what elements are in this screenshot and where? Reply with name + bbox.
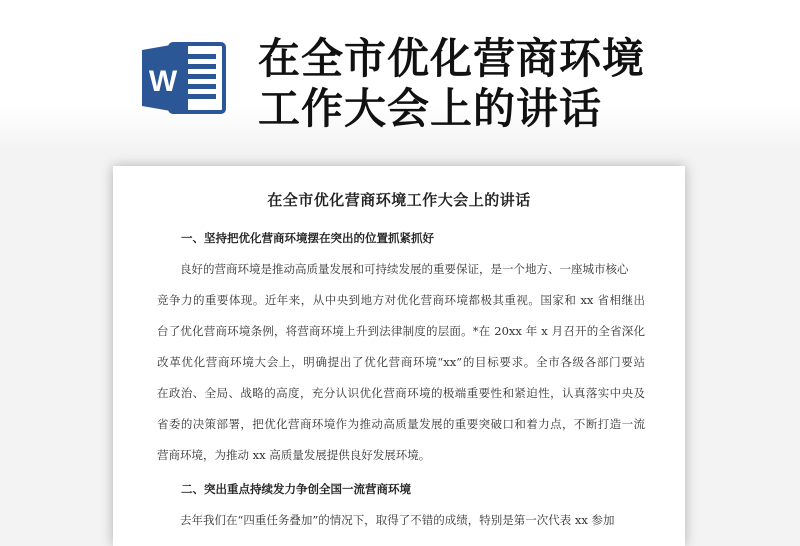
paragraph-line: 台了优化营商环境条例，将营商环境上升到法律制度的层面。*在 20xx 年 x 月召开的全省深化: [157, 324, 645, 338]
paragraph-line: 竞争力的重要体现。近年来，从中央到地方对优化营商环境都极其重视。国家和 xx 省相继出: [157, 293, 645, 307]
banner-title-line: 在全市优化营商环境: [258, 34, 646, 83]
paragraph-line: 良好的营商环境是推动高质量发展和可持续发展的重要保证，是一个地方、一座城市核心: [180, 262, 629, 276]
paragraph-line: 省委的决策部署，把优化营商环境作为推动高质量发展的重要突破口和着力点，不断打造一流: [157, 417, 645, 431]
document-page-preview: [113, 166, 685, 546]
paragraph-line: 改革优化营商环境大会上，明确提出了优化营商环境“xx”的目标要求。全市各级各部门要站: [157, 355, 645, 369]
word-icon-letter: W: [148, 65, 178, 98]
section-heading-1: 一、坚持把优化营商环境摆在突出的位置抓紧抓好: [181, 231, 434, 245]
paragraph-line: 去年我们在“四重任务叠加”的情况下，取得了不错的成绩，特别是第一次代表 xx 参加: [180, 513, 615, 527]
banner-header: [0, 0, 800, 150]
banner-title: [258, 34, 778, 134]
word-icon: [142, 40, 226, 116]
section-heading-2: 二、突出重点持续发力争创全国一流营商环境: [181, 482, 411, 496]
document-title: 在全市优化营商环境工作大会上的讲话: [267, 191, 531, 209]
paragraph-line: 营商环境，为推动 xx 高质量发展提供良好发展环境。: [157, 448, 431, 462]
banner-title-line: 工作大会上的讲话: [258, 84, 603, 133]
paragraph-line: 在政治、全局、战略的高度，充分认识优化营商环境的极端重要性和紧迫性，认真落实中央及: [157, 386, 645, 400]
